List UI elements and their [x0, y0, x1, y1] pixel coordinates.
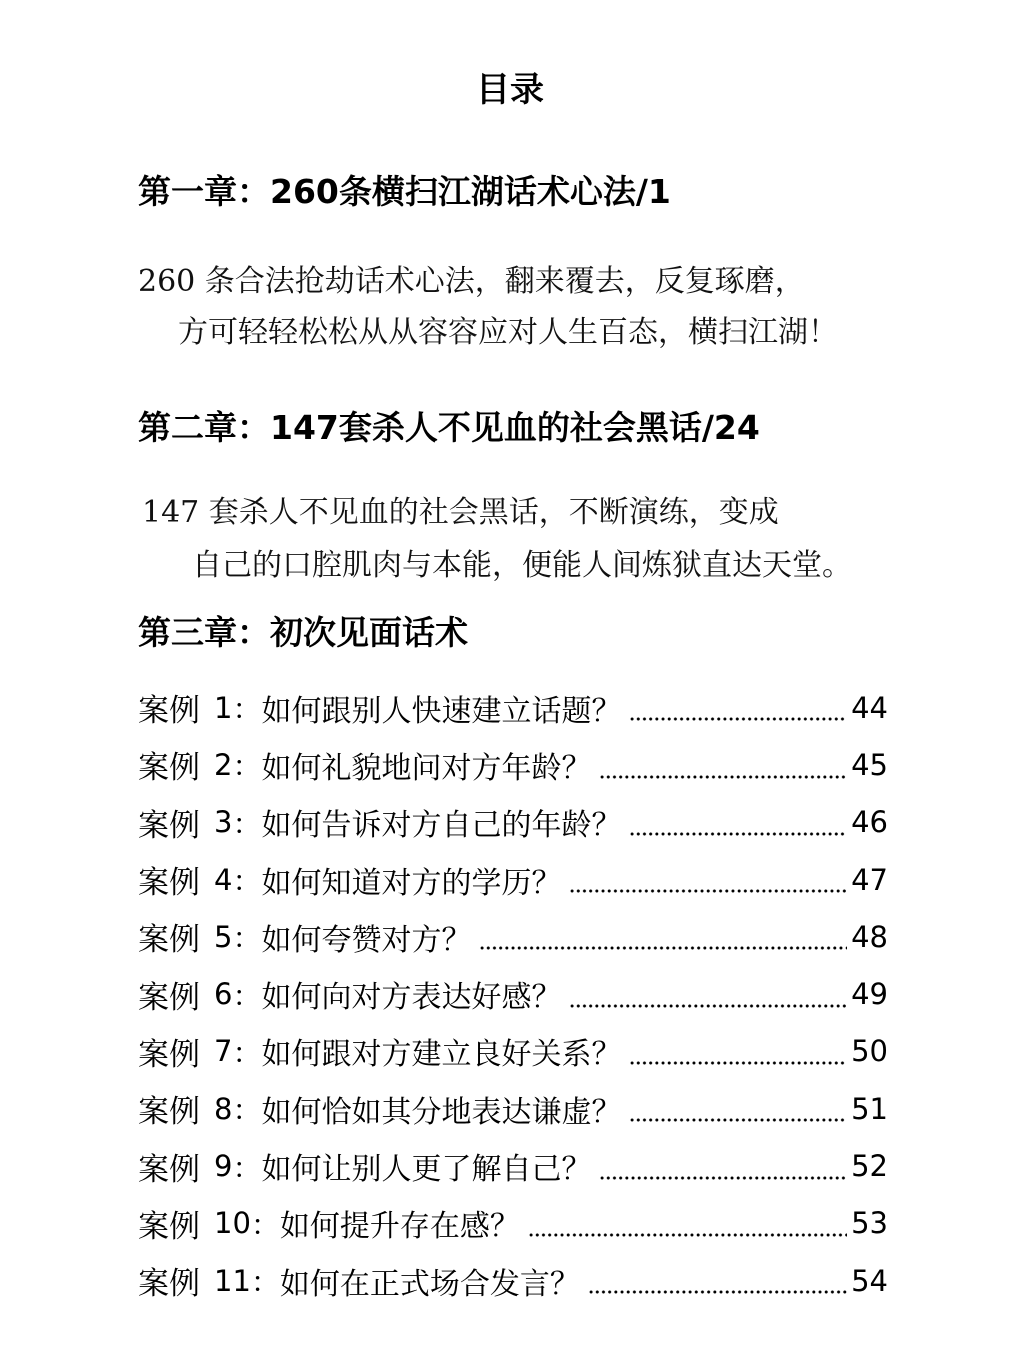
toc-entry-number: 5 — [214, 919, 233, 954]
toc-dot-leader — [599, 750, 847, 780]
toc-entry-separator: ： — [250, 1207, 280, 1242]
toc-entry-case-word: 案例 — [138, 979, 200, 1016]
toc-entry-case-word: 案例 — [138, 1094, 200, 1131]
toc-entry-page-number: 54 — [851, 1263, 888, 1298]
toc-entry-title: 如何跟对方建立良好关系？ — [261, 1037, 622, 1073]
page-title: 目录 — [476, 70, 544, 110]
toc-entry[interactable] — [138, 1252, 888, 1309]
toc-entry[interactable] — [138, 965, 888, 1022]
toc-entry-title: 如何让别人更了解自己？ — [261, 1152, 592, 1188]
toc-entry-title: 如何跟别人快速建立话题？ — [261, 693, 622, 729]
toc-entry[interactable] — [138, 736, 888, 793]
toc-entry-case-word: 案例 — [138, 807, 200, 844]
toc-dot-leader — [629, 1093, 847, 1123]
toc-entry-page-number: 52 — [851, 1149, 888, 1184]
toc-dot-leader — [528, 1208, 847, 1238]
toc-entry-page-number: 47 — [851, 862, 888, 897]
toc-entry-separator: ： — [250, 1265, 280, 1300]
toc-entry[interactable] — [138, 1137, 888, 1194]
chapter3-heading: 第三章：初次见面话术 — [138, 613, 468, 652]
toc-entry-separator: ： — [232, 692, 262, 727]
toc-entry[interactable] — [138, 908, 888, 965]
toc-entry-number: 10 — [214, 1206, 251, 1241]
toc-entry-number: 8 — [214, 1091, 233, 1126]
toc-entry-page-number: 49 — [851, 977, 888, 1012]
toc-entry-separator: ： — [232, 978, 262, 1013]
toc-entry-number: 11 — [214, 1263, 251, 1298]
toc-entry-case-word: 案例 — [138, 1036, 200, 1073]
toc-entry[interactable] — [138, 1080, 888, 1137]
chapter3-case-list — [138, 679, 888, 1309]
toc-entry-separator: ： — [232, 1150, 262, 1185]
toc-entry[interactable] — [138, 851, 888, 908]
toc-entry-separator: ： — [232, 921, 262, 956]
toc-entry[interactable] — [138, 679, 888, 736]
toc-entry-page-number: 45 — [851, 747, 888, 782]
toc-dot-leader — [479, 921, 847, 951]
toc-entry-case-word: 案例 — [138, 1266, 200, 1303]
toc-dot-leader — [599, 1151, 847, 1181]
chapter2-desc-line2: 自己的口腔肌肉与本能，便能人间炼狱直达天堂。 — [192, 548, 852, 583]
toc-entry[interactable] — [138, 794, 888, 851]
toc-entry-number: 7 — [214, 1034, 233, 1069]
chapter1-desc-line2: 方可轻轻松松从从容容应对人生百态，横扫江湖！ — [178, 315, 838, 350]
toc-entry-number: 6 — [214, 977, 233, 1012]
toc-entry-case-word: 案例 — [138, 865, 200, 902]
toc-entry-title: 如何向对方表达好感？ — [261, 980, 562, 1016]
toc-entry-number: 2 — [214, 747, 233, 782]
toc-entry-separator: ： — [232, 1035, 262, 1070]
toc-entry-case-word: 案例 — [138, 750, 200, 787]
chapter1-desc-line1: 260 条合法抢劫话术心法，翻来覆去，反复琢磨， — [138, 264, 805, 299]
toc-entry-title: 如何礼貌地问对方年龄？ — [261, 750, 592, 786]
chapter1-heading: 第一章：260条横扫江湖话术心法/1 — [138, 172, 671, 211]
toc-entry-page-number: 50 — [851, 1034, 888, 1069]
toc-dot-leader — [588, 1265, 847, 1295]
toc-entry-page-number: 48 — [851, 919, 888, 954]
toc-entry[interactable] — [138, 1023, 888, 1080]
toc-entry-number: 1 — [214, 690, 233, 725]
toc-entry-case-word: 案例 — [138, 693, 200, 730]
toc-entry-case-word: 案例 — [138, 1208, 200, 1245]
toc-dot-leader — [629, 807, 847, 837]
toc-dot-leader — [629, 692, 847, 722]
toc-entry-case-word: 案例 — [138, 1151, 200, 1188]
toc-entry-page-number: 44 — [851, 690, 888, 725]
toc-entry-case-word: 案例 — [138, 922, 200, 959]
toc-entry-separator: ： — [232, 1093, 262, 1128]
toc-entry-title: 如何知道对方的学历？ — [261, 865, 562, 901]
chapter2-desc-line1: 147 套杀人不见血的社会黑话，不断演练，变成 — [142, 495, 779, 530]
toc-entry-separator: ： — [232, 864, 262, 899]
toc-entry-title: 如何告诉对方自己的年龄？ — [261, 808, 622, 844]
toc-entry-page-number: 51 — [851, 1091, 888, 1126]
toc-entry-number: 9 — [214, 1149, 233, 1184]
toc-entry-page-number: 53 — [851, 1206, 888, 1241]
toc-entry-page-number: 46 — [851, 805, 888, 840]
toc-entry-title: 如何夸赞对方？ — [261, 922, 472, 958]
toc-dot-leader — [569, 979, 847, 1009]
toc-dot-leader — [629, 1036, 847, 1066]
toc-entry-number: 3 — [214, 805, 233, 840]
toc-entry[interactable] — [138, 1195, 888, 1252]
toc-dot-leader — [569, 864, 847, 894]
toc-entry-number: 4 — [214, 862, 233, 897]
toc-entry-title: 如何提升存在感？ — [279, 1209, 520, 1245]
chapter2-heading: 第二章：147套杀人不见血的社会黑话/24 — [138, 408, 760, 447]
toc-entry-title: 如何在正式场合发言？ — [279, 1266, 580, 1302]
toc-entry-title: 如何恰如其分地表达谦虚？ — [261, 1094, 622, 1130]
toc-entry-separator: ： — [232, 749, 262, 784]
toc-entry-separator: ： — [232, 806, 262, 841]
